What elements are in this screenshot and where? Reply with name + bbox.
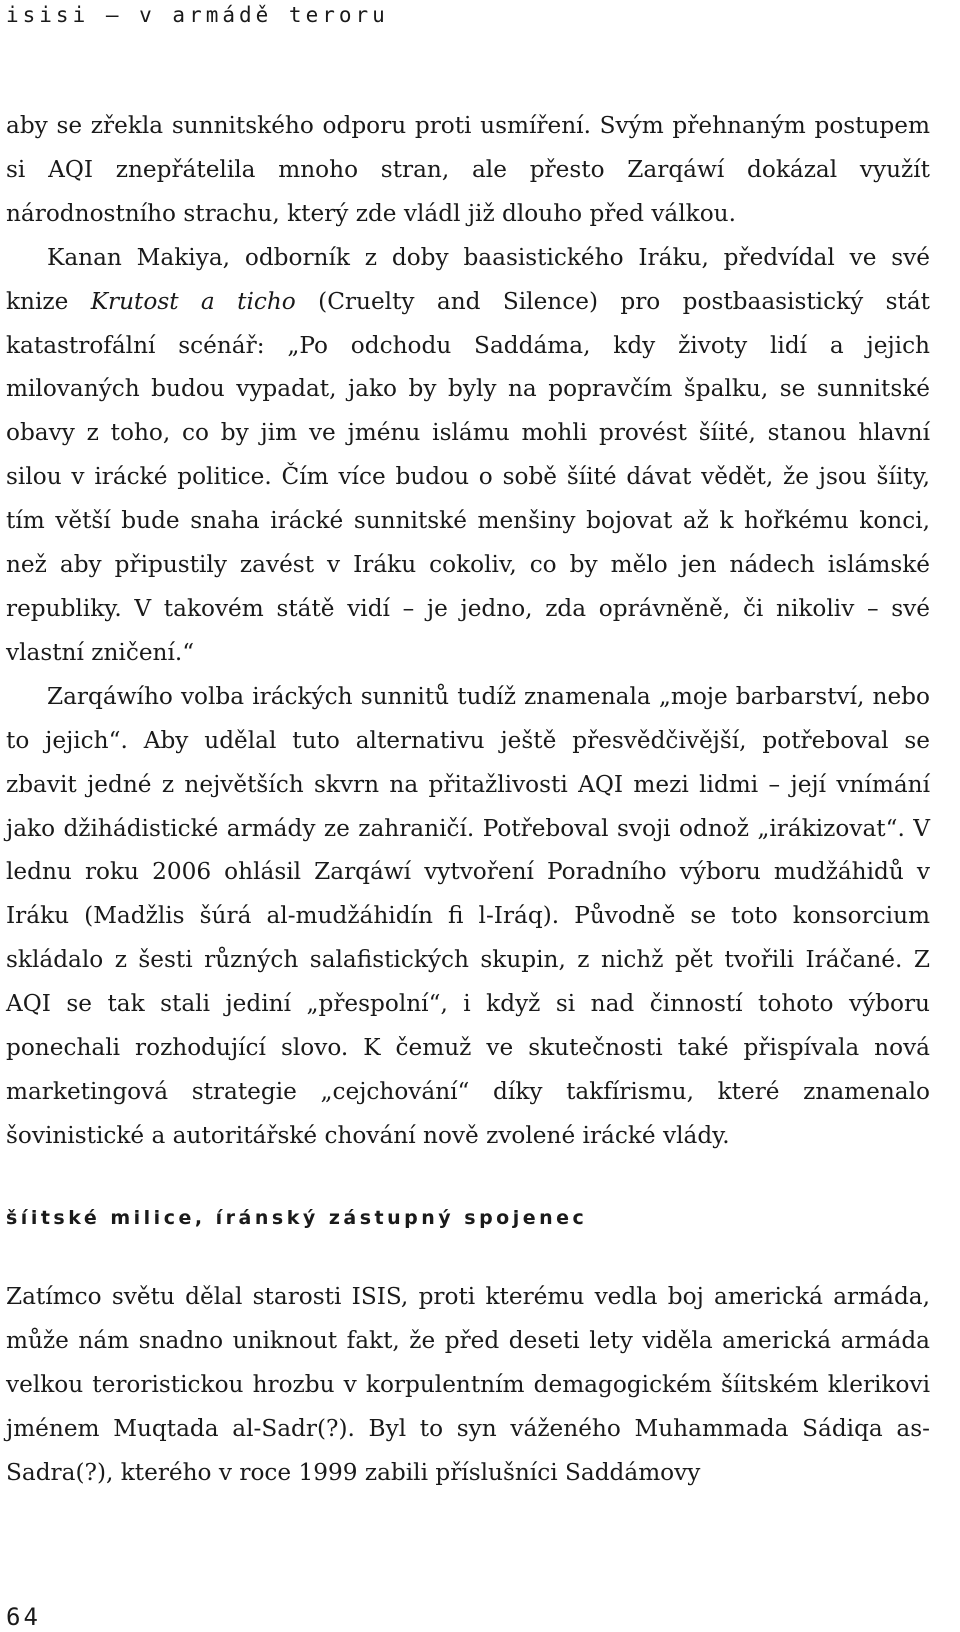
paragraph: Zarqáwího volba iráckých sunnitů tudíž znamenala „moje barbarství, nebo to jejich“. Aby udělal tuto alternativu ještě přesvědčivější, potřeboval se zbavit jedné z největších skvrn na přitažlivosti AQI mezi lidmi – její vnímání jako džihádistické armády ze zahraničí. Potřeboval svoji odnož „irákizovat“. V lednu roku 2006 ohlásil Zarqáwí vytvoření Poradního výboru mudžáhidů v Iráku (Madžlis šúrá al-mudžáhidín fi l-Iráq). Původně se toto konsorcium skládalo z šesti různých salafistických skupin, z nichž pět tvořili Iráčané. Z AQI se tak stali jediní „přespolní“, i když si nad činností tohoto výboru ponechali rozhodující slovo. K čemuž ve skutečnosti také přispívala nová marketingová strategie „cejchování“ díky takfírismu, které znamenalo šovinistické a autoritářské chování nově zvolené irácké vlády.	[6, 682, 930, 1149]
section-heading: šíitské milice, íránský zástupný spojenec	[6, 1207, 588, 1229]
paragraph: aby se zřekla sunnitského odporu proti usmíření. Svým přehnaným postupem si AQI znepřátelila mnoho stran, ale přesto Zarqáwí dokázal využít národnostního strachu, který zde vládl již dlouho před válkou.	[6, 112, 930, 227]
page-number: 64	[6, 1603, 41, 1631]
paragraph: Zatímco světu dělal starosti ISIS, proti kterému vedla boj americká armáda, může nám snadno uniknout fakt, že před deseti lety viděla americká armáda velkou teroristickou hrozbu v korpulentním demagogickém šíitském klerikovi jménem Muqtada al-Sadr(?). Byl to syn váženého Muhammada Sádiqa as-Sadra(?), kterého v roce 1999 zabili příslušníci Saddámovy	[6, 1283, 930, 1486]
section-body-text	[6, 1275, 930, 1495]
body-text	[6, 104, 930, 1158]
running-head: isisi – v armádě teroru	[6, 3, 389, 27]
paragraph-text: (Cruelty and Silence) pro postbaasistický stát katastrofální scénář: „Po odchodu Saddáma, kdy životy lidí a jejich milovaných budou vypadat, jako by byly na popravčím špalku, se sunnitské obavy z toho, co by jim ve jménu islámu mohli provést šíité, stanou hlavní silou v irácké politice. Čím více budou o sobě šíité dávat vědět, že jsou šíity, tím větší bude snaha irácké sunnitské menšiny bojovat až k hořkému konci, než aby připustily zavést v Iráku cokoliv, co by mělo jen nádech islámské republiky. V takovém státě vidí – je jedno, zda oprávněně, či nikoliv – své vlastní zničení.“	[6, 287, 930, 666]
book-title: Krutost a ticho	[90, 287, 296, 315]
paragraph	[6, 236, 930, 675]
paragraph-text: Kanan Makiya, odborník z doby baasistického Iráku, předvídal ve své knize	[6, 243, 930, 315]
